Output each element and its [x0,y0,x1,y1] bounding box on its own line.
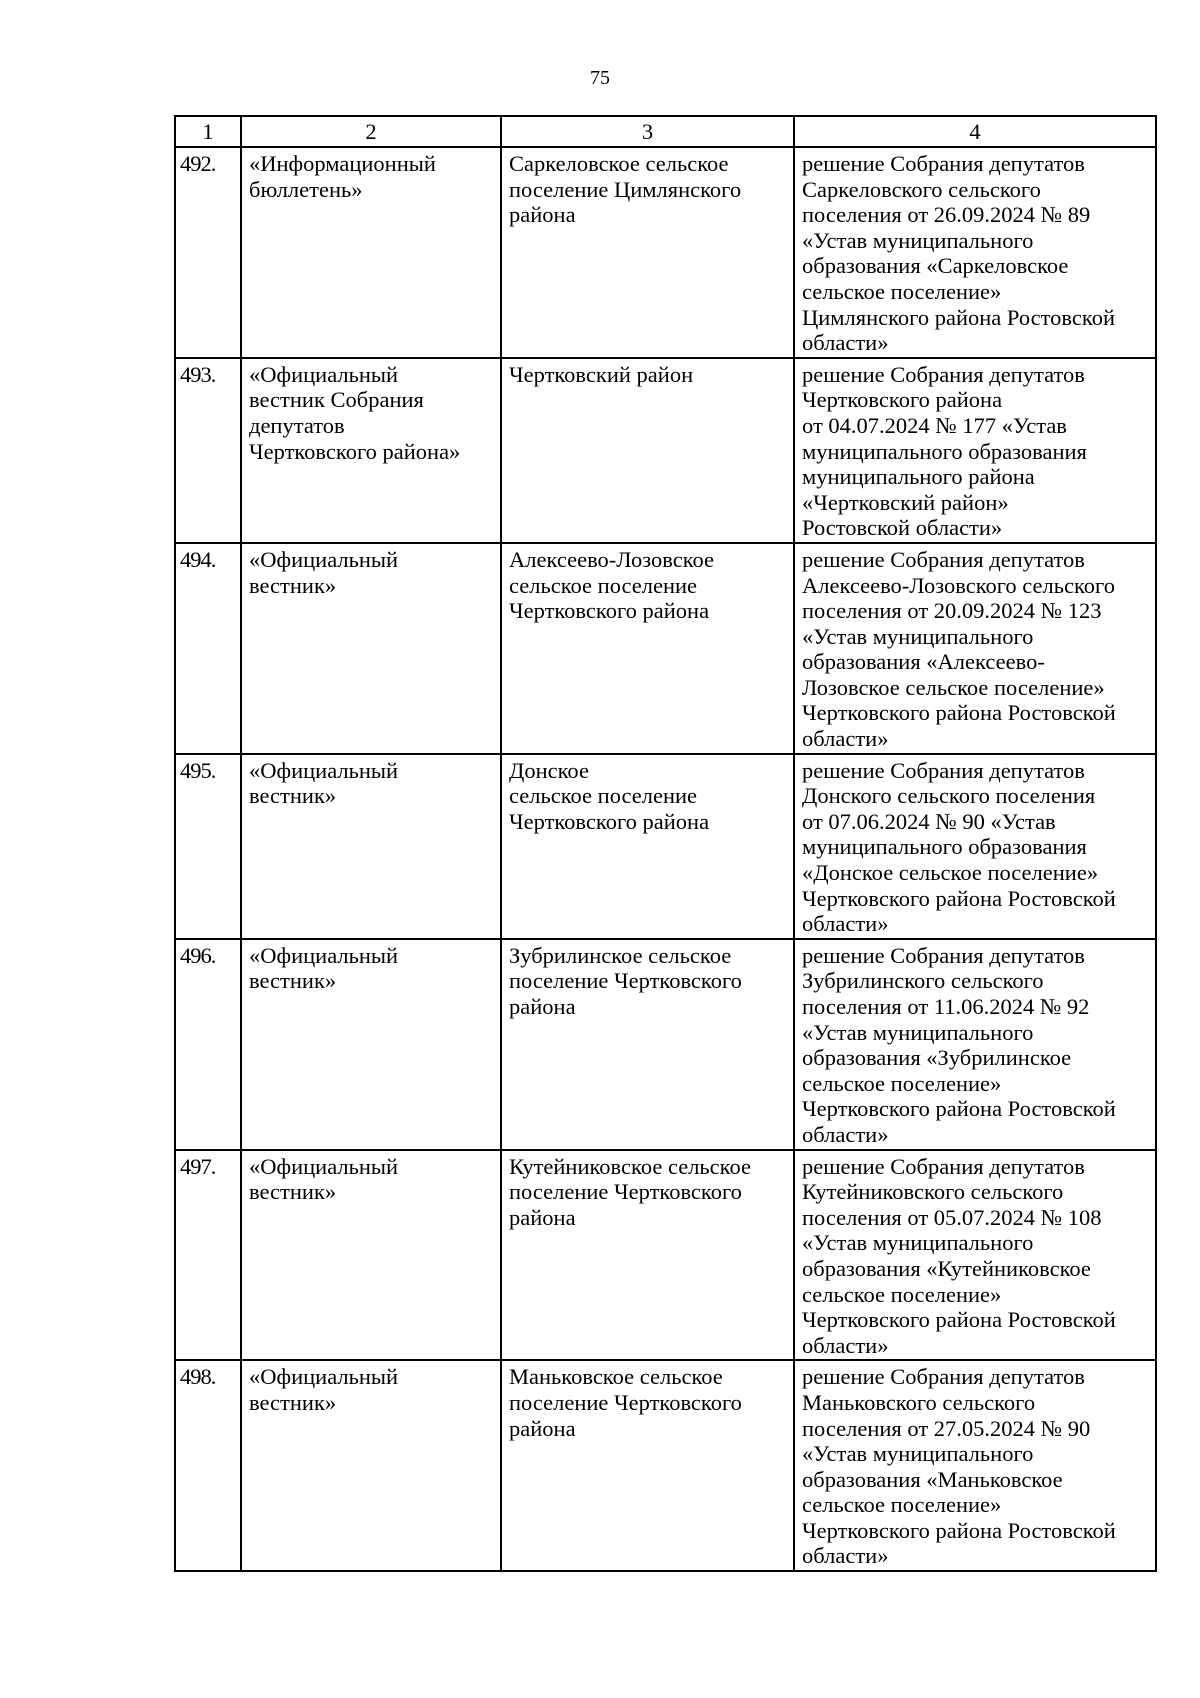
legal-document: решение Собрания депутатов Кутейниковского сельского поселения от 05.07.2024 № 108 «Устав муниципального образования «Кутейниковское сельское поселение» Чертковского района Ростовской области» [794,1150,1156,1361]
column-header-2: 2 [241,116,501,147]
municipality: Чертковский район [501,358,794,543]
page-number: 75 [590,67,610,89]
row-number: 496. [175,939,241,1150]
column-header-4: 4 [794,116,1156,147]
legal-document: решение Собрания депутатов Саркеловского сельского поселения от 26.09.2024 № 89 «Устав муниципального образования «Саркеловское сельское поселение» Цимлянского района Ростовской области» [794,147,1156,358]
table-row [175,939,1156,1150]
column-header-3: 3 [501,116,794,147]
table-row [175,754,1156,939]
publication-name: «Официальный вестник» [241,939,501,1150]
municipality: Донское сельское поселение Чертковского района [501,754,794,939]
municipality: Маньковское сельское поселение Чертковского района [501,1360,794,1571]
row-number: 494. [175,543,241,754]
municipality: Кутейниковское сельское поселение Чертковского района [501,1150,794,1361]
publication-name: «Информационный бюллетень» [241,147,501,358]
table-header-row [175,116,1156,147]
table-row [175,1150,1156,1361]
municipality: Саркеловское сельское поселение Цимлянского района [501,147,794,358]
table-row [175,1360,1156,1571]
publication-name: «Официальный вестник» [241,543,501,754]
municipality: Зубрилинское сельское поселение Чертковского района [501,939,794,1150]
registry-table [174,115,1157,1572]
municipality: Алексеево-Лозовское сельское поселение Чертковского района [501,543,794,754]
legal-document: решение Собрания депутатов Зубрилинского сельского поселения от 11.06.2024 № 92 «Устав муниципального образования «Зубрилинское сельское поселение» Чертковского района Ростовской области» [794,939,1156,1150]
row-number: 493. [175,358,241,543]
row-number: 498. [175,1360,241,1571]
table-row [175,358,1156,543]
publication-name: «Официальный вестник» [241,1360,501,1571]
row-number: 497. [175,1150,241,1361]
column-header-1: 1 [175,116,241,147]
table-row [175,543,1156,754]
publication-name: «Официальный вестник» [241,754,501,939]
legal-document: решение Собрания депутатов Чертковского района от 04.07.2024 № 177 «Устав муниципального образования муниципального района «Чертковский район» Ростовской области» [794,358,1156,543]
publication-name: «Официальный вестник Собрания депутатов Чертковского района» [241,358,501,543]
legal-document: решение Собрания депутатов Маньковского сельского поселения от 27.05.2024 № 90 «Устав муниципального образования «Маньковское сельское поселение» Чертковского района Ростовской области» [794,1360,1156,1571]
row-number: 495. [175,754,241,939]
table-row [175,147,1156,358]
publication-name: «Официальный вестник» [241,1150,501,1361]
row-number: 492. [175,147,241,358]
legal-document: решение Собрания депутатов Донского сельского поселения от 07.06.2024 № 90 «Устав муниципального образования «Донское сельское поселение» Чертковского района Ростовской области» [794,754,1156,939]
legal-document: решение Собрания депутатов Алексеево-Лозовского сельского поселения от 20.09.2024 № 123 «Устав муниципального образования «Алексеево- Лозовское сельское поселение» Чертковского района Ростовской области» [794,543,1156,754]
